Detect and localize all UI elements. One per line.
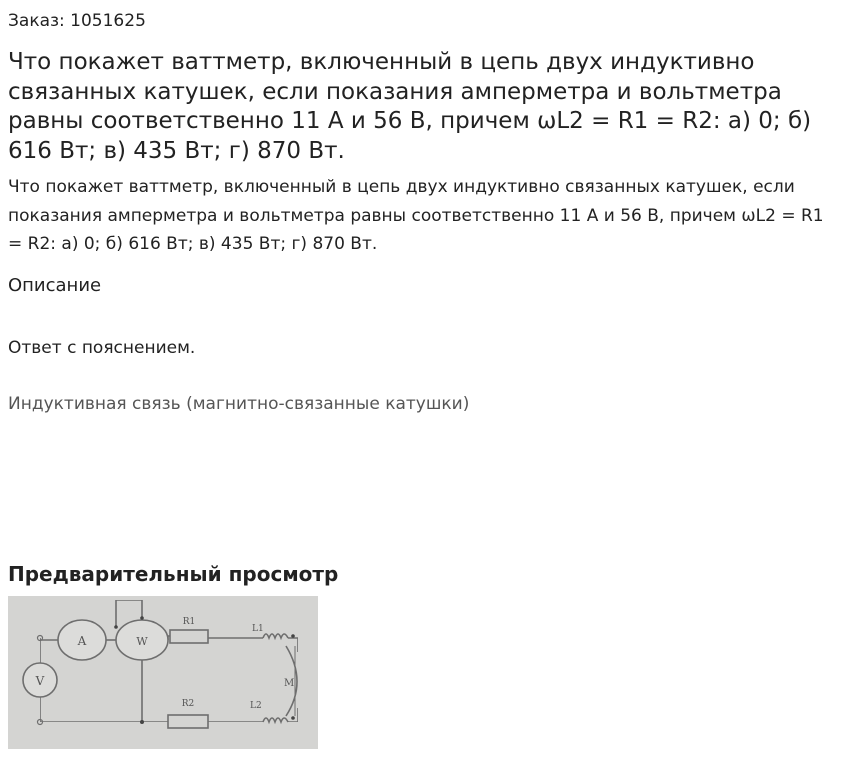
answer-text: Ответ с пояснением. xyxy=(8,338,196,358)
problem-description: Что покажет ваттметр, включенный в цепь двух индуктивно связанных катушек, если показания амперметра и вольтметра равны соответственно 11 А и 56 В, причем ωL2 = R1 = R2: а) 0; б) 616 Вт; в) 435 Вт; г) 870 Вт. xyxy=(8,177,824,254)
topic-link[interactable]: Индуктивная связь (магнитно-связанные катушки) xyxy=(8,394,470,414)
r1-label: R1 xyxy=(182,617,196,627)
ammeter xyxy=(58,620,106,660)
r2-label: R2 xyxy=(181,699,195,709)
preview-circuit-image xyxy=(8,596,318,749)
wattmeter-label: W xyxy=(136,635,148,648)
l2-label: L2 xyxy=(250,701,262,711)
problem-title: Что покажет ваттметр, включенный в цепь двух индуктивно связанных катушек, если показания амперметра и вольтметра равны соответственно 11 А и 56 В, причем ωL2 = R1 = R2: а) 0; б) 616 Вт; в) 435 Вт; г) 870 Вт. xyxy=(8,49,812,164)
voltmeter xyxy=(23,663,57,697)
circuit-diagram xyxy=(8,596,318,749)
description-section-label: Описание xyxy=(8,275,102,296)
ammeter-label: A xyxy=(77,634,87,648)
voltmeter-label: V xyxy=(35,674,45,688)
l1-label: L1 xyxy=(252,624,264,634)
preview-heading: Предварительный просмотр xyxy=(8,562,339,586)
order-number: Заказ: 1051625 xyxy=(8,11,146,31)
mutual-label: M xyxy=(284,678,295,689)
